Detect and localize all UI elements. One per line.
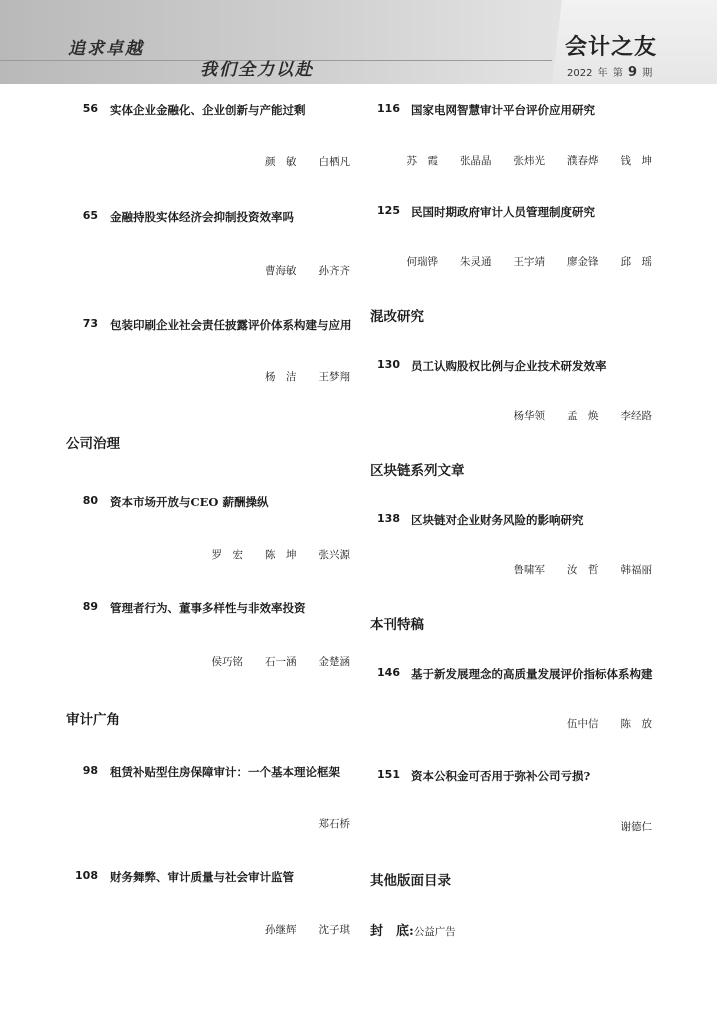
slogan-line-2: 我们全力以赴: [200, 60, 314, 80]
back-cover-entry: [370, 920, 456, 939]
toc-authors: [180, 547, 350, 562]
author: 孙继辉: [265, 924, 297, 936]
author: 张兴源: [318, 549, 350, 561]
toc-authors: [220, 922, 350, 937]
author: 沈子琪: [318, 924, 350, 936]
author: 陈 放: [620, 718, 652, 730]
author: 侯巧铭: [211, 656, 243, 668]
section-heading: 区块链系列文章: [370, 463, 465, 479]
author: 杨华领: [513, 410, 545, 422]
author: 张晶晶: [460, 155, 492, 167]
toc-article-title[interactable]: 租赁补贴型住房保障审计：一个基本理论框架: [110, 765, 340, 779]
slogan-line-1: 追求卓越: [68, 39, 144, 59]
author: 罗 宏: [211, 549, 243, 561]
issue-year: 2022: [567, 68, 593, 79]
author: 鲁啸军: [513, 564, 545, 576]
toc-page-number: 65: [82, 209, 98, 222]
author: 濮春烨: [567, 155, 599, 167]
section-heading: 其他版面目录: [370, 873, 451, 889]
toc-page-number: 56: [82, 102, 98, 115]
issue-year-unit: 年: [597, 68, 608, 79]
author: 伍中信: [567, 718, 599, 730]
issue-prefix: 第: [612, 68, 623, 79]
toc-page-number: 151: [377, 768, 400, 781]
toc-authors: [240, 369, 350, 384]
toc-article-title[interactable]: 资本公积金可否用于弥补公司亏损?: [411, 769, 591, 783]
toc-authors: [240, 263, 350, 278]
toc-page-number: 125: [377, 204, 400, 217]
toc-article-title[interactable]: 资本市场开放与CEO 薪酬操纵: [110, 495, 269, 509]
toc-article-title[interactable]: 国家电网智慧审计平台评价应用研究: [411, 103, 595, 117]
toc-article-title[interactable]: 金融持股实体经济会抑制投资效率吗: [110, 210, 294, 224]
author: 颜 敏: [265, 156, 297, 168]
toc-authors: [500, 716, 652, 731]
author: 张炜光: [513, 155, 545, 167]
toc-page-number: 89: [82, 600, 98, 613]
author: 邱 瑶: [620, 256, 652, 268]
toc-article-title[interactable]: 管理者行为、董事多样性与非效率投资: [110, 601, 306, 615]
toc-page-number: 138: [377, 512, 400, 525]
author: 王梦翔: [318, 371, 350, 383]
journal-title: 会计之友: [565, 35, 658, 60]
toc-article-title[interactable]: 实体企业金融化、企业创新与产能过剩: [110, 103, 306, 117]
section-heading: 审计广角: [66, 712, 120, 728]
toc-article-title[interactable]: 民国时期政府审计人员管理制度研究: [411, 205, 595, 219]
toc-authors: [180, 654, 350, 669]
toc-page-number: 73: [82, 317, 98, 330]
section-heading: 公司治理: [66, 436, 120, 452]
author: 孟 焕: [567, 410, 599, 422]
toc-authors: [450, 562, 652, 577]
author: 孙齐齐: [318, 265, 350, 277]
author: 金楚涵: [318, 656, 350, 668]
author: 廖金锋: [567, 256, 599, 268]
toc-page-number: 80: [82, 494, 98, 507]
back-cover-label: 封 底:: [370, 924, 414, 939]
author: 石一涵: [265, 656, 297, 668]
toc-article-title[interactable]: 基于新发展理念的高质量发展评价指标体系构建: [411, 667, 653, 681]
author: 钱 坤: [620, 155, 652, 167]
author: 何瑞铧: [406, 256, 438, 268]
author: 曹海敏: [265, 265, 297, 277]
toc-authors: [370, 153, 652, 168]
section-heading: 混改研究: [370, 309, 424, 325]
issue-number: 9: [628, 65, 638, 80]
toc-page-number: 130: [377, 358, 400, 371]
author: 白栖凡: [318, 156, 350, 168]
author: 朱灵通: [460, 256, 492, 268]
author: 杨 洁: [265, 371, 297, 383]
toc-page-number: 98: [82, 764, 98, 777]
toc-article-title[interactable]: 区块链对企业财务风险的影响研究: [411, 513, 584, 527]
author: 汝 哲: [567, 564, 599, 576]
author: 郑石桥: [318, 818, 350, 830]
author: 李经路: [620, 410, 652, 422]
toc-article-title[interactable]: 财务舞弊、审计质量与社会审计监管: [110, 870, 294, 884]
toc-authors: [240, 816, 350, 831]
author: 陈 坤: [265, 549, 297, 561]
toc-authors: [450, 408, 652, 423]
toc-page-number: 146: [377, 666, 400, 679]
issue-unit: 期: [642, 68, 653, 79]
toc-authors: [370, 254, 652, 269]
toc-page-number: 116: [377, 102, 400, 115]
author: 王宇靖: [513, 256, 545, 268]
section-heading: 本刊特稿: [370, 617, 424, 633]
author: 谢德仁: [620, 821, 652, 833]
toc-article-title[interactable]: 包装印刷企业社会责任披露评价体系构建与应用: [110, 318, 352, 332]
back-cover-value: 公益广告: [413, 926, 456, 938]
toc-authors: [540, 819, 652, 834]
issue-info: [567, 64, 654, 80]
toc-authors: [240, 154, 350, 169]
toc-page-number: 108: [75, 869, 98, 882]
author: 韩福丽: [620, 564, 652, 576]
toc-article-title[interactable]: 员工认购股权比例与企业技术研发效率: [411, 359, 607, 373]
author: 苏 霞: [406, 155, 438, 167]
